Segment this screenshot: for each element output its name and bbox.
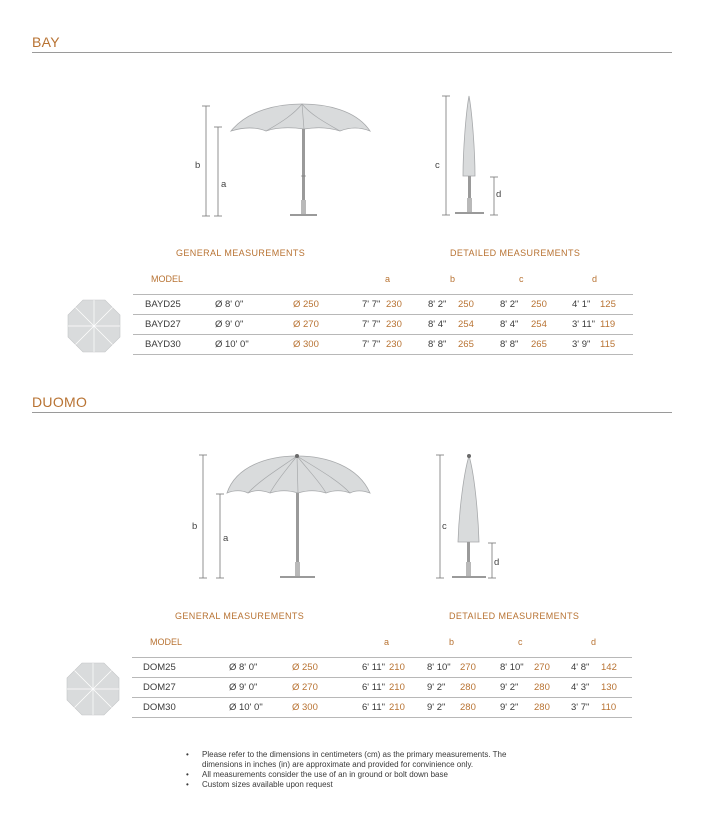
a-cm-cell: 210	[389, 662, 405, 673]
model-cell: DOM27	[143, 682, 176, 693]
b-in-cell: 8' 8"	[428, 339, 447, 350]
umbrella-top-view-icon	[66, 662, 120, 716]
d-in-cell: 3' 7"	[571, 702, 590, 713]
c-in-cell: 9' 2"	[500, 682, 519, 693]
diameter-in-cell: Ø 8' 0"	[229, 662, 258, 673]
section-title-duomo: DUOMO	[32, 394, 88, 410]
a-cm-cell: 230	[386, 319, 402, 330]
d-cm-cell: 130	[601, 682, 617, 693]
a-in-cell: 7' 7"	[362, 299, 381, 310]
dim-label-a: a	[223, 533, 229, 544]
model-column-header: MODEL	[150, 637, 183, 647]
model-column-header: MODEL	[151, 274, 184, 284]
b-cm-cell: 254	[458, 319, 474, 330]
dim-label-c: c	[435, 160, 440, 171]
table-rule	[132, 657, 632, 658]
d-cm-cell: 115	[600, 339, 616, 350]
b-in-cell: 9' 2"	[427, 682, 446, 693]
b-cm-cell: 270	[460, 662, 476, 673]
section-divider	[32, 52, 672, 53]
c-in-cell: 9' 2"	[500, 702, 519, 713]
b-cm-cell: 280	[460, 682, 476, 693]
a-in-cell: 7' 7"	[362, 319, 381, 330]
b-cm-cell: 280	[460, 702, 476, 713]
open-umbrella-diagram	[190, 450, 390, 582]
dim-label-d: d	[494, 557, 500, 568]
d-cm-cell: 110	[601, 702, 617, 713]
diameter-in-cell: Ø 9' 0"	[229, 682, 258, 693]
c-in-cell: 8' 8"	[500, 339, 519, 350]
model-cell: BAYD30	[145, 339, 181, 350]
b-in-cell: 8' 10"	[427, 662, 451, 673]
model-cell: BAYD27	[145, 319, 181, 330]
column-header-a: a	[384, 637, 390, 647]
a-in-cell: 6' 11"	[362, 662, 385, 673]
d-cm-cell: 119	[600, 319, 616, 330]
open-umbrella-diagram	[190, 96, 390, 221]
closed-umbrella-diagram	[430, 92, 520, 222]
d-cm-cell: 142	[601, 662, 617, 673]
d-in-cell: 3' 11"	[572, 319, 595, 330]
a-in-cell: 6' 11"	[362, 702, 385, 713]
d-in-cell: 4' 1"	[572, 299, 591, 310]
dim-label-c: c	[442, 521, 447, 532]
table-rule	[132, 717, 632, 718]
detailed-measurements-header: DETAILED MEASUREMENTS	[449, 611, 580, 621]
table-rule	[133, 334, 633, 335]
general-measurements-header: GENERAL MEASUREMENTS	[176, 248, 306, 258]
d-in-cell: 4' 3"	[571, 682, 590, 693]
table-rule	[133, 314, 633, 315]
c-cm-cell: 280	[534, 702, 550, 713]
b-in-cell: 8' 4"	[428, 319, 447, 330]
d-in-cell: 3' 9"	[572, 339, 591, 350]
umbrella-top-view-icon	[67, 299, 121, 353]
b-cm-cell: 265	[458, 339, 474, 350]
detailed-measurements-header: DETAILED MEASUREMENTS	[450, 248, 581, 258]
footnote-item: • Custom sizes available upon request	[186, 780, 526, 790]
d-in-cell: 4' 8"	[571, 662, 590, 673]
diameter-cm-cell: Ø 270	[292, 682, 318, 693]
c-cm-cell: 254	[531, 319, 547, 330]
c-in-cell: 8' 2"	[500, 299, 519, 310]
model-cell: DOM25	[143, 662, 176, 673]
closed-umbrella-diagram	[430, 450, 520, 582]
column-header-d: d	[592, 274, 598, 284]
section-divider	[32, 412, 672, 413]
column-header-c: c	[518, 637, 523, 647]
dim-label-b: b	[192, 521, 198, 532]
b-in-cell: 9' 2"	[427, 702, 446, 713]
c-cm-cell: 265	[531, 339, 547, 350]
a-cm-cell: 210	[389, 682, 405, 693]
footnote-item: • Please refer to the dimensions in centimeters (cm) as the primary measurements. The dimensions in inches (in) are approximate and provided for convinience only.	[186, 750, 526, 770]
a-cm-cell: 230	[386, 339, 402, 350]
c-cm-cell: 270	[534, 662, 550, 673]
diameter-cm-cell: Ø 270	[293, 319, 319, 330]
table-rule	[133, 294, 633, 295]
table-rule	[133, 354, 633, 355]
column-header-c: c	[519, 274, 524, 284]
a-in-cell: 7' 7"	[362, 339, 381, 350]
table-rule	[132, 697, 632, 698]
b-cm-cell: 250	[458, 299, 474, 310]
diameter-cm-cell: Ø 250	[292, 662, 318, 673]
diameter-cm-cell: Ø 300	[292, 702, 318, 713]
dim-label-d: d	[496, 189, 502, 200]
diameter-in-cell: Ø 10' 0"	[215, 339, 249, 350]
model-cell: DOM30	[143, 702, 176, 713]
a-cm-cell: 210	[389, 702, 405, 713]
dim-label-a: a	[221, 179, 227, 190]
b-in-cell: 8' 2"	[428, 299, 447, 310]
diameter-cm-cell: Ø 250	[293, 299, 319, 310]
dim-label-b: b	[195, 160, 201, 171]
diameter-in-cell: Ø 8' 0"	[215, 299, 244, 310]
c-in-cell: 8' 4"	[500, 319, 519, 330]
a-in-cell: 6' 11"	[362, 682, 385, 693]
d-cm-cell: 125	[600, 299, 616, 310]
a-cm-cell: 230	[386, 299, 402, 310]
diameter-cm-cell: Ø 300	[293, 339, 319, 350]
column-header-b: b	[450, 274, 456, 284]
table-rule	[132, 677, 632, 678]
general-measurements-header: GENERAL MEASUREMENTS	[175, 611, 305, 621]
c-in-cell: 8' 10"	[500, 662, 524, 673]
column-header-d: d	[591, 637, 597, 647]
section-title-bay: BAY	[32, 34, 60, 50]
c-cm-cell: 280	[534, 682, 550, 693]
diameter-in-cell: Ø 9' 0"	[215, 319, 244, 330]
column-header-a: a	[385, 274, 391, 284]
column-header-b: b	[449, 637, 455, 647]
model-cell: BAYD25	[145, 299, 181, 310]
footnote-item: • All measurements consider the use of an in ground or bolt down base	[186, 770, 526, 780]
c-cm-cell: 250	[531, 299, 547, 310]
footnotes-list	[186, 750, 526, 790]
diameter-in-cell: Ø 10' 0"	[229, 702, 263, 713]
